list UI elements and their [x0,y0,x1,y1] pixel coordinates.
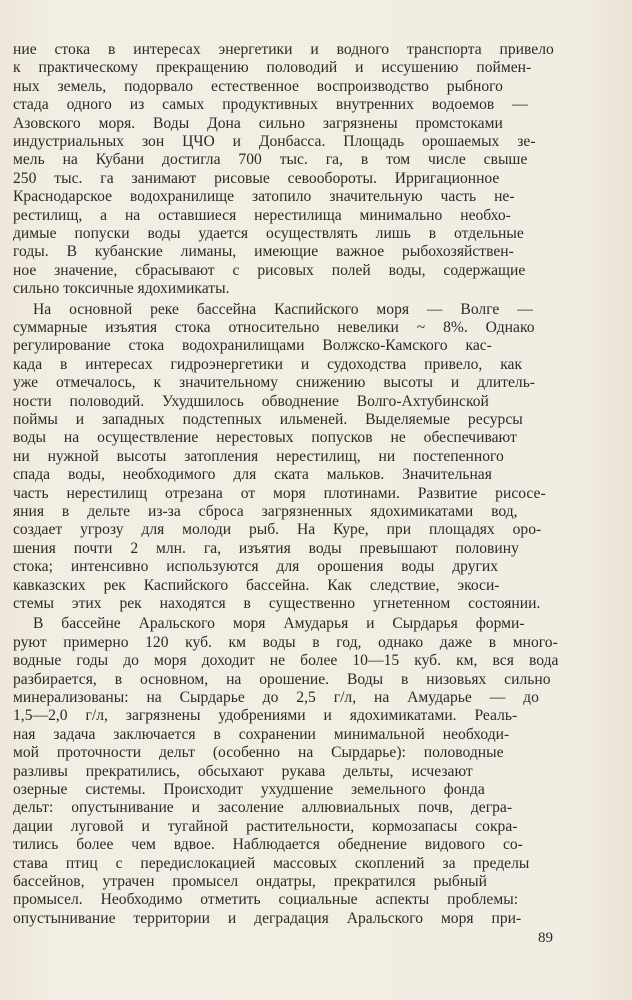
text-line: Азовского моря. Воды Дона сильно загрязнены промстоками [13,114,503,132]
text-line: ни нужной высоты затопления нерестилищ, ни постепенного [13,447,504,465]
text-line: дации луговой и тугайной растительности, кормозапасы сокра- [13,817,518,835]
text-line: шения почти 2 млн. га, изъятия воды превышают половину [13,539,519,557]
text-line: создает угрозу для молоди рыб. На Куре, при площадях оро- [13,521,542,539]
text-line: ная задача заключается в сохранении минимальной необходи- [13,725,510,743]
text-line: ности половодий. Ухудшилось обводнение Волго-Ахтубинской [13,392,489,410]
text-line: На основной реке бассейна Каспийского моря — Волге — [33,300,533,318]
text-line: сильно токсичные ядохимикаты. [13,280,230,298]
text-line: воды на осуществление нерестовых попусков не обеспечивают [13,429,517,447]
text-line: рестилищ, а на оставшиеся нерестилища минимально необхо- [13,206,511,224]
text-line: кавказских рек Каспийского бассейна. Как следствие, экоси- [13,576,500,594]
text-line: 1,5—2,0 г/л, загрязнены удобрениями и ядохимикатами. Реаль- [13,707,518,725]
text-line: годы. В кубанские лиманы, имеющие важное рыбохозяйствен- [13,243,514,261]
text-line: разбирается, в основном, на орошение. Воды в низовьях сильно [13,670,551,688]
text-line: 250 тыс. га занимают рисовые севообороты. Ирригационное [13,169,500,187]
text-line: разливы прекратились, обсыхают рукава дельты, исчезают [13,762,473,780]
text-line: димые попуски воды удается осуществлять лишь в отдельные [13,225,524,242]
text-line: стемы этих рек находятся в существенно угнетенном состоянии. [13,595,541,612]
text-line: промысел. Необходимо отметить социальные аспекты проблемы: [13,891,519,909]
text-line: бассейнов, утрачен промысел ондатры, прекратился рыбный [13,873,487,890]
text-line: спада воды, необходимого для ската мальков. Значительная [13,466,492,484]
text-line: В бассейне Аральского моря Амударья и Сырдарья форми- [33,615,525,633]
text-line: минерализованы: на Сырдарье до 2,5 г/л, на Амударье — до [13,689,539,706]
text-line: руют примерно 120 куб. км воды в год, однако даже в много- [13,633,558,651]
text-line: опустынивание территории и деградация Аральского моря при- [13,909,522,927]
text-line: ных земель, подорвало естественное воспроизводство рыбного [13,77,503,95]
text-line: када в интересах гидроэнергетики и судоходства привело, как [13,355,523,373]
text-line: суммарные изъятия стока относительно невелики ~ 8%. Однако [13,319,535,336]
text-line: става птиц с передислокацией массовых скоплений за пределы [13,854,530,872]
text-line: дельт: опустынивание и засоление аллювиальных почв, дегра- [13,799,513,817]
text-line: тились более чем вдвое. Наблюдается обеднение видового со- [13,836,523,854]
text-line: Краснодарское водохранилище затопило значительную часть не- [13,188,515,206]
text-line: стока; интенсивно используются для орошения воды других [13,558,499,576]
text-line: ное значение, сбрасывают с рисовых полей воды, содержащие [13,261,526,279]
text-line: к практическому прекращению половодий и иссушению поймен- [13,59,532,77]
text-line: уже отмечалось, к значительному снижению высоты и длитель- [13,374,535,392]
text-line: часть нерестилищ отрезана от моря плотинами. Развитие рисосе- [13,484,546,502]
text-line: яния в дельте из-за сброса загрязненных ядохимикатами вод, [13,503,518,520]
text-line: мель на Кубани достигла 700 тыс. га, в том числе свыше [13,151,528,169]
text-line: водные годы до моря доходит не более 10—15 куб. км, вся вода [13,652,559,670]
text-line: озерные системы. Происходит ухудшение земельного фонда [13,781,485,798]
page-number: 89 [538,930,553,946]
text-line: стада одного из самых продуктивных внутренних водоемов — [13,96,528,114]
text-line: мой проточности дельт (особенно на Сырдарье): половодные [13,744,504,762]
text-line: ние стока в интересах энергетики и водного транспорта привело [13,41,554,58]
text-line: поймы и западных подстепных ильменей. Выделяемые ресурсы [13,411,523,428]
text-line: индустриальных зон ЦЧО и Донбасса. Площадь орошаемых зе- [13,133,536,150]
text-line: регулирование стока водохранилищами Волжско-Камского кас- [13,337,492,355]
